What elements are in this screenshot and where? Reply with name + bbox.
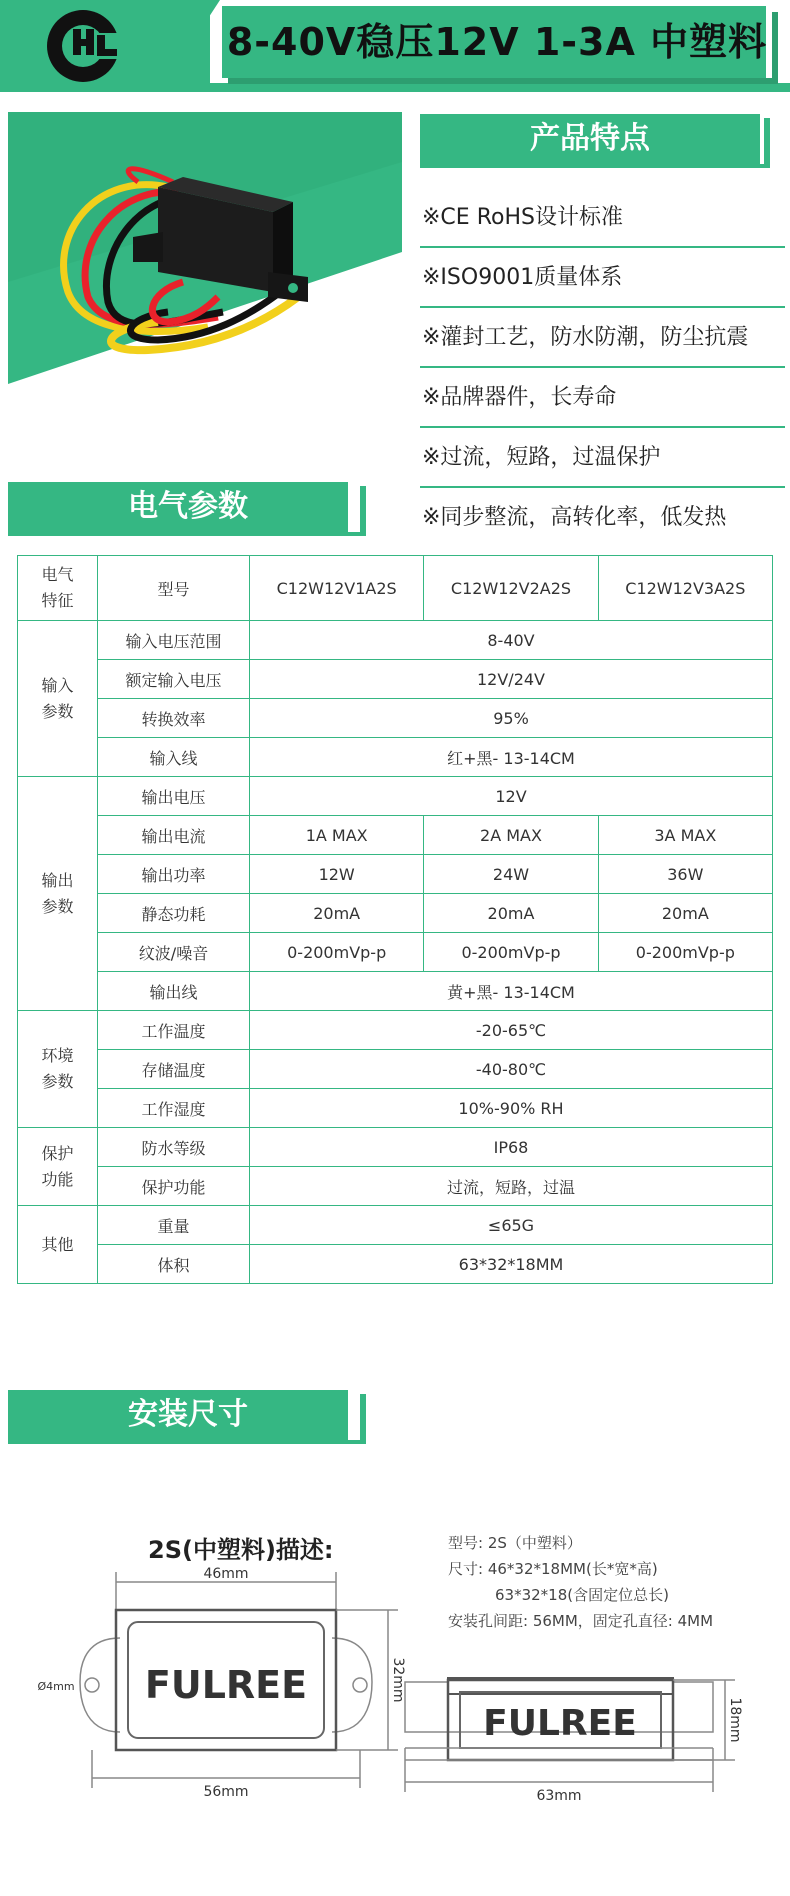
diagram-spec-line: 安装孔间距: 56MM，固定孔直径: 4MM	[448, 1612, 714, 1630]
table-row	[18, 972, 773, 1011]
row-value: ≤65G	[250, 1206, 773, 1245]
row-label: 输入线	[98, 738, 250, 777]
table-header-row	[18, 556, 773, 621]
row-label: 体积	[98, 1245, 250, 1284]
group-label: 输入 参数	[18, 621, 98, 777]
row-label: 转换效率	[98, 699, 250, 738]
dim-label-32: 32mm	[390, 1657, 406, 1703]
table-row	[18, 894, 773, 933]
feature-item: ※品牌器件，长寿命	[420, 368, 785, 428]
table-cell: C12W12V1A2S	[250, 556, 424, 621]
brand-label-top: FULREE	[144, 1663, 308, 1707]
table-row	[18, 777, 773, 816]
spec-table	[17, 555, 773, 1284]
row-label: 输出功率	[98, 855, 250, 894]
features-title: 产品特点	[530, 121, 650, 156]
row-label: 纹波/噪音	[98, 933, 250, 972]
feature-item: ※CE RoHS设计标准	[420, 188, 785, 248]
row-value: 63*32*18MM	[250, 1245, 773, 1284]
row-value: 3A MAX	[598, 816, 772, 855]
table-row	[18, 1206, 773, 1245]
table-cell: 电气 特征	[18, 556, 98, 621]
diagram-spec-line: 63*32*18(含固定位总长)	[495, 1586, 669, 1604]
table-row	[18, 1167, 773, 1206]
brand-label-side: FULREE	[483, 1703, 637, 1744]
table-row	[18, 1011, 773, 1050]
row-value: 8-40V	[250, 621, 773, 660]
install-header-underline	[8, 1440, 366, 1444]
table-row	[18, 816, 773, 855]
row-label: 输出电压	[98, 777, 250, 816]
row-value: -20-65℃	[250, 1011, 773, 1050]
product-image	[8, 112, 402, 384]
row-value: 0-200mVp-p	[250, 933, 424, 972]
features-header-underline	[420, 164, 770, 168]
features-header-edge	[764, 118, 770, 166]
table-row	[18, 933, 773, 972]
feature-item: ※过流，短路，过温保护	[420, 428, 785, 488]
diagram-title: 2S(中塑料)描述:	[148, 1536, 334, 1564]
dim-label-46: 46mm	[203, 1566, 249, 1582]
row-value: 1A MAX	[250, 816, 424, 855]
table-row	[18, 855, 773, 894]
row-value: -40-80℃	[250, 1050, 773, 1089]
row-value: 过流，短路，过温	[250, 1167, 773, 1206]
table-row	[18, 621, 773, 660]
row-label: 静态功耗	[98, 894, 250, 933]
table-cell: C12W12V2A2S	[424, 556, 598, 621]
table-row	[18, 699, 773, 738]
row-label: 保护功能	[98, 1167, 250, 1206]
table-row	[18, 1128, 773, 1167]
row-label: 输入电压范围	[98, 621, 250, 660]
row-value: 0-200mVp-p	[424, 933, 598, 972]
row-label: 额定输入电压	[98, 660, 250, 699]
row-label: 重量	[98, 1206, 250, 1245]
table-cell: C12W12V3A2S	[598, 556, 772, 621]
row-value: 95%	[250, 699, 773, 738]
table-row	[18, 660, 773, 699]
dim-label-63: 63mm	[536, 1788, 582, 1804]
row-value: 12W	[250, 855, 424, 894]
group-label: 保护 功能	[18, 1128, 98, 1206]
header-slant	[160, 0, 220, 92]
table-cell: 型号	[98, 556, 250, 621]
row-value: 红+黑- 13-14CM	[250, 738, 773, 777]
table-row	[18, 1245, 773, 1284]
table-row	[18, 1089, 773, 1128]
row-value: 36W	[598, 855, 772, 894]
dim-label-hole: Ø4mm	[37, 1680, 75, 1693]
row-label: 输出电流	[98, 816, 250, 855]
row-label: 防水等级	[98, 1128, 250, 1167]
table-row	[18, 1050, 773, 1089]
row-value: 12V/24V	[250, 660, 773, 699]
diagram-spec-line: 尺寸: 46*32*18MM(长*宽*高)	[448, 1560, 658, 1578]
group-label: 环境 参数	[18, 1011, 98, 1128]
page-title: 8-40V稳压12V 1-3A 中塑料	[226, 20, 768, 64]
row-value: 0-200mVp-p	[598, 933, 772, 972]
group-label: 输出 参数	[18, 777, 98, 1011]
electrical-header-underline	[8, 532, 366, 536]
row-value: 2A MAX	[424, 816, 598, 855]
brand-logo	[40, 5, 130, 87]
row-label: 工作温度	[98, 1011, 250, 1050]
row-label: 工作湿度	[98, 1089, 250, 1128]
feature-item: ※灌封工艺，防水防潮，防尘抗震	[420, 308, 785, 368]
row-value: 24W	[424, 855, 598, 894]
row-value: IP68	[250, 1128, 773, 1167]
row-value: 12V	[250, 777, 773, 816]
row-value: 20mA	[424, 894, 598, 933]
feature-item: ※ISO9001质量体系	[420, 248, 785, 308]
row-value: 20mA	[250, 894, 424, 933]
table-row	[18, 738, 773, 777]
row-label: 存储温度	[98, 1050, 250, 1089]
install-title: 安装尺寸	[128, 1397, 248, 1432]
feature-item: ※同步整流，高转化率，低发热	[422, 505, 727, 530]
dimension-drawing	[0, 1560, 790, 1820]
electrical-title: 电气参数	[128, 489, 248, 524]
row-label: 输出线	[98, 972, 250, 1011]
row-value: 10%-90% RH	[250, 1089, 773, 1128]
dim-label-56: 56mm	[203, 1784, 249, 1800]
row-value: 黄+黑- 13-14CM	[250, 972, 773, 1011]
group-label: 其他	[18, 1206, 98, 1284]
diagram-spec-line: 型号: 2S（中塑料）	[448, 1534, 582, 1552]
dim-label-18: 18mm	[727, 1697, 743, 1743]
row-value: 20mA	[598, 894, 772, 933]
